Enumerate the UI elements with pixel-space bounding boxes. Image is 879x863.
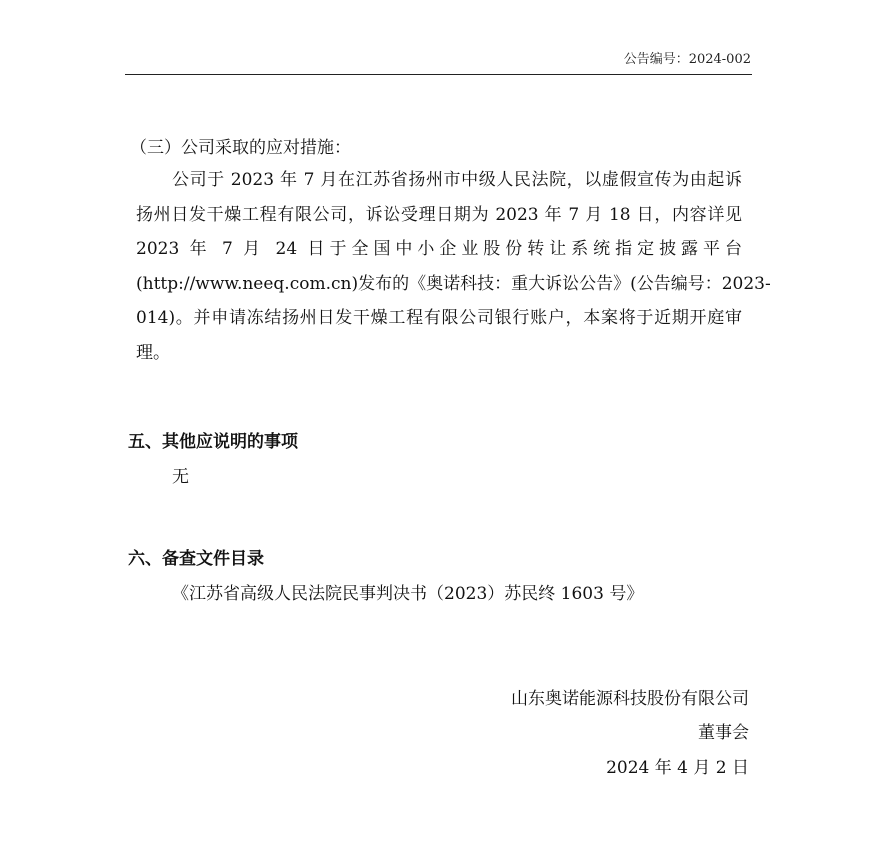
paragraph-line: (http://www.neeq.com.cn)发布的《奥诺科技：重大诉讼公告》(公告编号：2023- bbox=[136, 273, 771, 294]
company-name: 山东奥诺能源科技股份有限公司 bbox=[511, 689, 749, 709]
measures-heading: （三）公司采取的应对措施： bbox=[130, 138, 351, 158]
paragraph-line: 公司于 2023 年 7 月在江苏省扬州市中级人民法院，以虚假宣传为由起诉 bbox=[172, 170, 742, 190]
section-five-content: 无 bbox=[172, 467, 189, 487]
board-of-directors: 董事会 bbox=[698, 723, 749, 743]
paragraph-line: 理。 bbox=[136, 342, 170, 363]
measures-paragraph bbox=[136, 163, 771, 370]
header-divider bbox=[125, 74, 752, 75]
reference-document-title: 《江苏省高级人民法院民事判决书（2023）苏民终 1603 号》 bbox=[172, 584, 644, 604]
signature-date: 2024 年 4 月 2 日 bbox=[606, 758, 749, 778]
paragraph-line: 扬州日发干燥工程有限公司，诉讼受理日期为 2023 年 7 月 18 日，内容详见 bbox=[136, 204, 742, 225]
section-six-heading: 六、备查文件目录 bbox=[128, 549, 264, 569]
announcement-code: 公告编号：2024-002 bbox=[623, 52, 751, 67]
section-five-heading: 五、其他应说明的事项 bbox=[128, 432, 298, 452]
paragraph-line: 014)。并申请冻结扬州日发干燥工程有限公司银行账户，本案将于近期开庭审 bbox=[136, 308, 742, 328]
paragraph-line: 2023 年 7 月 24 日于全国中小企业股份转让系统指定披露平台 bbox=[136, 239, 742, 259]
